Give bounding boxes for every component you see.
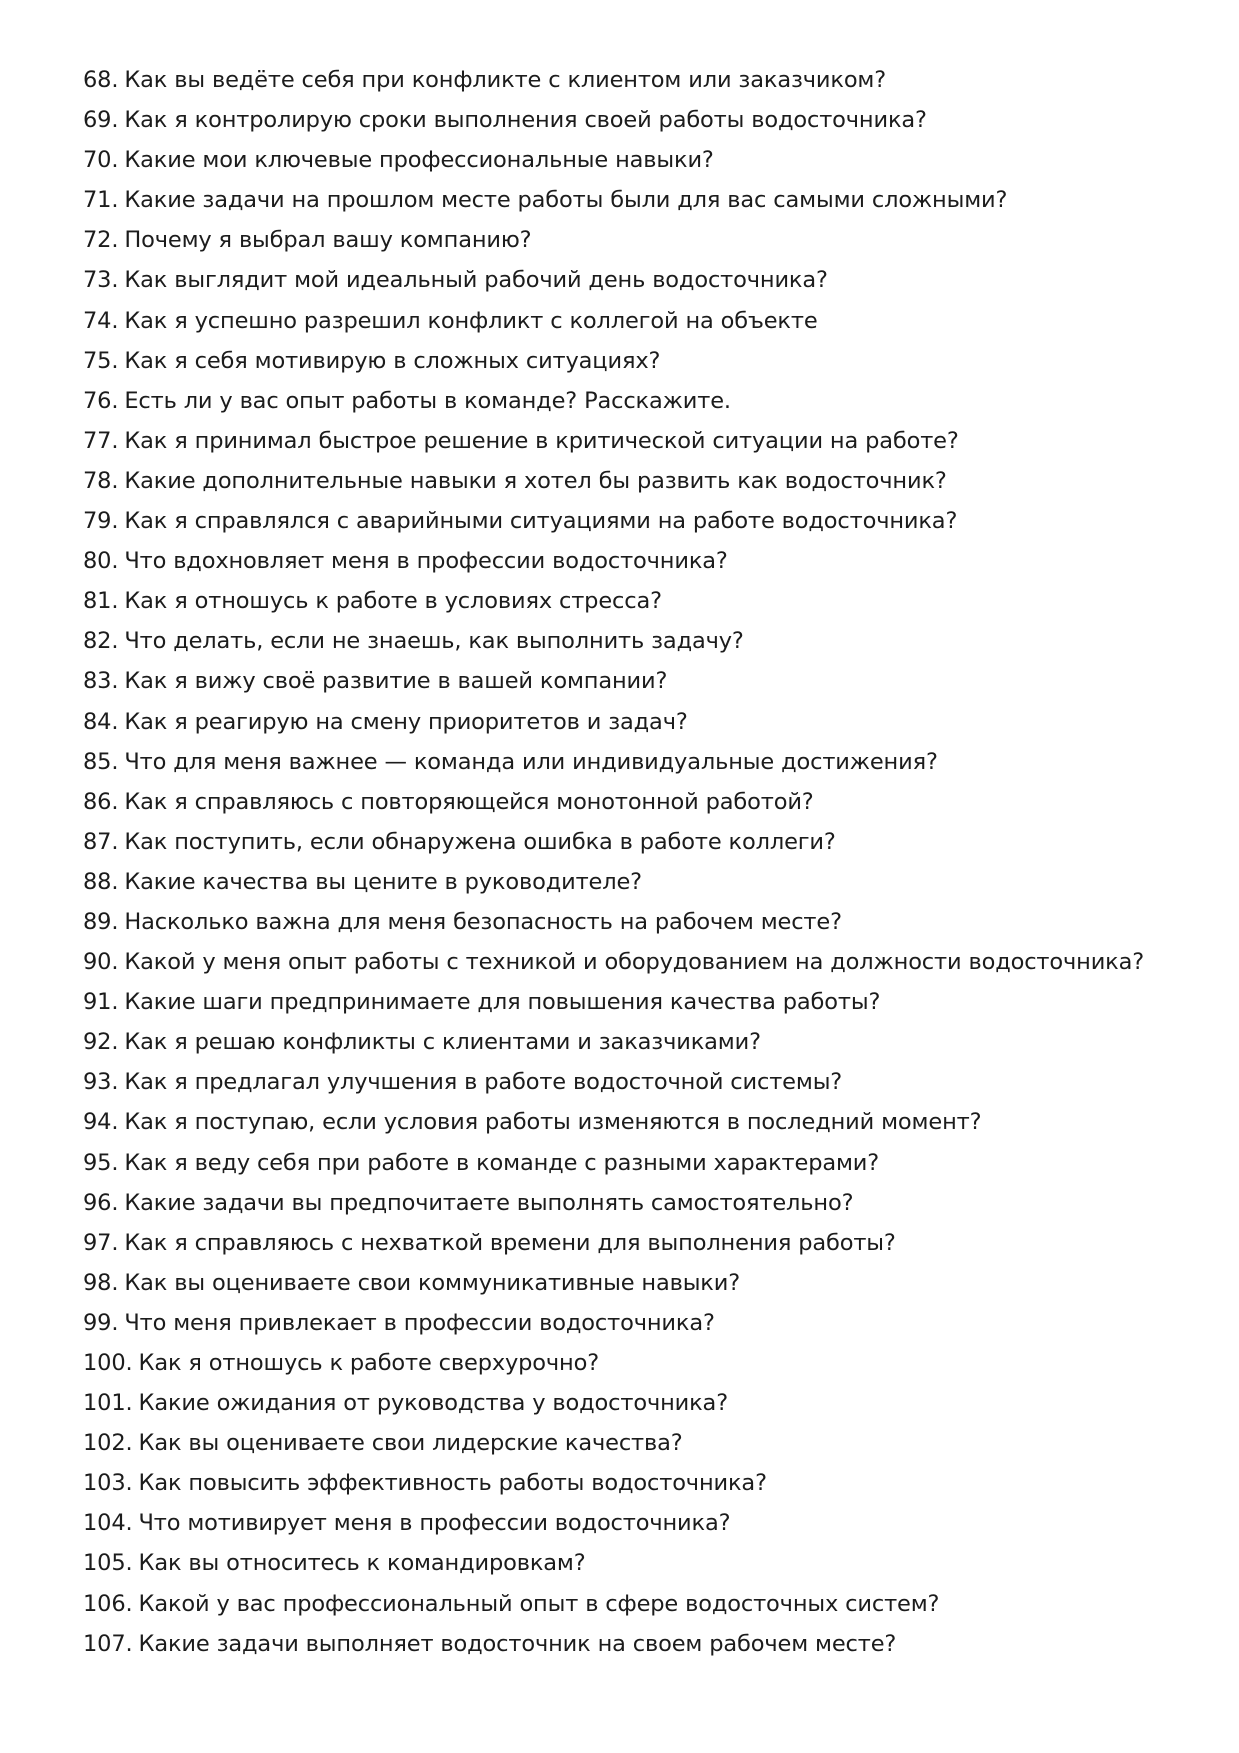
question-text: Насколько важна для меня безопасность на рабочем месте? bbox=[124, 908, 842, 935]
question-item bbox=[83, 341, 1199, 381]
question-text: Какие дополнительные навыки я хотел бы развить как водосточник? bbox=[124, 467, 947, 494]
question-number: 106. bbox=[83, 1590, 133, 1617]
question-text: Как вы оцениваете свои коммуникативные навыки? bbox=[124, 1269, 741, 1296]
question-number: 85. bbox=[83, 748, 119, 775]
question-item bbox=[83, 822, 1199, 862]
question-number: 93. bbox=[83, 1069, 119, 1096]
question-text: Как я предлагал улучшения в работе водосточной системы? bbox=[124, 1069, 843, 1096]
question-text: Как я поступаю, если условия работы изменяются в последний момент? bbox=[124, 1109, 982, 1136]
question-number: 81. bbox=[83, 588, 119, 615]
question-text: Какие качества вы цените в руководителе? bbox=[124, 868, 642, 895]
question-item bbox=[83, 1343, 1199, 1383]
question-item bbox=[83, 742, 1199, 782]
question-number: 95. bbox=[83, 1149, 119, 1176]
question-text: Как я принимал быстрое решение в критической ситуации на работе? bbox=[124, 427, 959, 454]
question-item bbox=[83, 1383, 1199, 1423]
question-number: 103. bbox=[83, 1470, 133, 1497]
question-text: Как вы относитесь к командировкам? bbox=[138, 1550, 586, 1577]
question-text: Какие задачи вы предпочитаете выполнять самостоятельно? bbox=[124, 1189, 854, 1216]
question-text: Как я веду себя при работе в команде с разными характерами? bbox=[124, 1149, 880, 1176]
question-item bbox=[83, 1543, 1199, 1583]
question-text: Как я решаю конфликты с клиентами и заказчиками? bbox=[124, 1029, 761, 1056]
question-number: 74. bbox=[83, 307, 119, 334]
question-number: 90. bbox=[83, 949, 119, 976]
question-item bbox=[83, 1062, 1199, 1102]
question-item bbox=[83, 541, 1199, 581]
question-item bbox=[83, 140, 1199, 180]
question-text: Почему я выбрал вашу компанию? bbox=[124, 227, 532, 254]
question-number: 83. bbox=[83, 668, 119, 695]
question-number: 98. bbox=[83, 1269, 119, 1296]
question-text: Какой у меня опыт работы с техникой и оборудованием на должности водосточника? bbox=[124, 949, 1145, 976]
question-item bbox=[83, 902, 1199, 942]
question-text: Как я справляюсь с нехваткой времени для выполнения работы? bbox=[124, 1229, 896, 1256]
question-number: 80. bbox=[83, 548, 119, 575]
question-text: Какой у вас профессиональный опыт в сфере водосточных систем? bbox=[138, 1590, 940, 1617]
question-number: 87. bbox=[83, 828, 119, 855]
question-text: Есть ли у вас опыт работы в команде? Расскажите. bbox=[124, 387, 731, 414]
question-item bbox=[83, 220, 1199, 260]
question-number: 89. bbox=[83, 908, 119, 935]
question-number: 73. bbox=[83, 267, 119, 294]
question-number: 78. bbox=[83, 467, 119, 494]
question-number: 84. bbox=[83, 708, 119, 735]
question-number: 96. bbox=[83, 1189, 119, 1216]
question-item bbox=[83, 260, 1199, 300]
question-number: 88. bbox=[83, 868, 119, 895]
question-number: 99. bbox=[83, 1309, 119, 1336]
question-number: 97. bbox=[83, 1229, 119, 1256]
question-text: Как я справлялся с аварийными ситуациями на работе водосточника? bbox=[124, 508, 958, 535]
question-item bbox=[83, 461, 1199, 501]
question-item bbox=[83, 60, 1199, 100]
question-number: 92. bbox=[83, 1029, 119, 1056]
question-text: Какие ожидания от руководства у водосточника? bbox=[138, 1390, 728, 1417]
question-item bbox=[83, 1143, 1199, 1183]
question-item bbox=[83, 421, 1199, 461]
question-number: 86. bbox=[83, 788, 119, 815]
question-text: Как я реагирую на смену приоритетов и задач? bbox=[124, 708, 688, 735]
question-number: 72. bbox=[83, 227, 119, 254]
question-number: 76. bbox=[83, 387, 119, 414]
question-number: 82. bbox=[83, 628, 119, 655]
question-text: Как вы ведёте себя при конфликте с клиентом или заказчиком? bbox=[124, 67, 887, 93]
question-number: 101. bbox=[83, 1390, 133, 1417]
question-text: Какие шаги предпринимаете для повышения качества работы? bbox=[124, 989, 881, 1016]
question-text: Как я контролирую сроки выполнения своей работы водосточника? bbox=[124, 107, 927, 134]
question-item bbox=[83, 982, 1199, 1022]
question-number: 100. bbox=[83, 1350, 133, 1376]
question-text: Как я вижу своё развитие в вашей компании? bbox=[124, 668, 668, 695]
question-text: Какие задачи выполняет водосточник на своем рабочем месте? bbox=[138, 1630, 897, 1657]
question-item bbox=[83, 621, 1199, 661]
question-item bbox=[83, 100, 1199, 140]
question-text: Как повысить эффективность работы водосточника? bbox=[138, 1470, 767, 1497]
question-number: 91. bbox=[83, 989, 119, 1016]
question-item bbox=[83, 1624, 1199, 1664]
question-item bbox=[83, 782, 1199, 822]
question-number: 102. bbox=[83, 1430, 133, 1457]
question-item bbox=[83, 1503, 1199, 1543]
question-text: Как выглядит мой идеальный рабочий день водосточника? bbox=[124, 267, 828, 294]
question-number: 71. bbox=[83, 187, 119, 214]
question-number: 75. bbox=[83, 347, 119, 374]
question-number: 79. bbox=[83, 508, 119, 535]
question-number: 105. bbox=[83, 1550, 133, 1577]
question-text: Что для меня важнее — команда или индивидуальные достижения? bbox=[124, 748, 938, 775]
question-item bbox=[83, 381, 1199, 421]
question-text: Как я справляюсь с повторяющейся монотонной работой? bbox=[124, 788, 814, 815]
question-item bbox=[83, 1022, 1199, 1062]
question-text: Как я успешно разрешил конфликт с коллегой на объекте bbox=[124, 307, 818, 334]
question-item bbox=[83, 1463, 1199, 1503]
question-item bbox=[83, 1102, 1199, 1142]
question-item bbox=[83, 702, 1199, 742]
question-number: 94. bbox=[83, 1109, 119, 1136]
question-item bbox=[83, 1584, 1199, 1624]
question-number: 69. bbox=[83, 107, 119, 134]
question-item bbox=[83, 1263, 1199, 1303]
question-item bbox=[83, 501, 1199, 541]
question-text: Что меня привлекает в профессии водосточника? bbox=[124, 1309, 715, 1336]
question-text: Что мотивирует меня в профессии водосточника? bbox=[138, 1510, 731, 1537]
question-text: Какие задачи на прошлом месте работы были для вас самыми сложными? bbox=[124, 187, 1008, 214]
question-item bbox=[83, 581, 1199, 621]
question-text: Как вы оцениваете свои лидерские качества? bbox=[138, 1430, 683, 1457]
question-text: Какие мои ключевые профессиональные навыки? bbox=[124, 147, 714, 174]
question-number: 77. bbox=[83, 427, 119, 454]
question-text: Как я отношусь к работе сверхурочно? bbox=[138, 1350, 600, 1376]
question-text: Как я себя мотивирую в сложных ситуациях? bbox=[124, 347, 661, 374]
question-item bbox=[83, 1183, 1199, 1223]
question-item bbox=[83, 1423, 1199, 1463]
question-number: 70. bbox=[83, 147, 119, 174]
question-number: 107. bbox=[83, 1630, 133, 1657]
question-number: 104. bbox=[83, 1510, 133, 1537]
question-item bbox=[83, 180, 1199, 220]
question-item bbox=[83, 301, 1199, 341]
question-item bbox=[83, 661, 1199, 701]
question-text: Как я отношусь к работе в условиях стресса? bbox=[124, 588, 662, 615]
question-number: 68. bbox=[83, 67, 119, 93]
question-item bbox=[83, 1303, 1199, 1343]
question-text: Что делать, если не знаешь, как выполнить задачу? bbox=[124, 628, 744, 655]
question-list bbox=[83, 60, 1199, 1664]
question-item bbox=[83, 862, 1199, 902]
question-item bbox=[83, 1223, 1199, 1263]
question-item bbox=[83, 942, 1199, 982]
question-text: Что вдохновляет меня в профессии водосточника? bbox=[124, 548, 728, 575]
question-text: Как поступить, если обнаружена ошибка в работе коллеги? bbox=[124, 828, 836, 855]
